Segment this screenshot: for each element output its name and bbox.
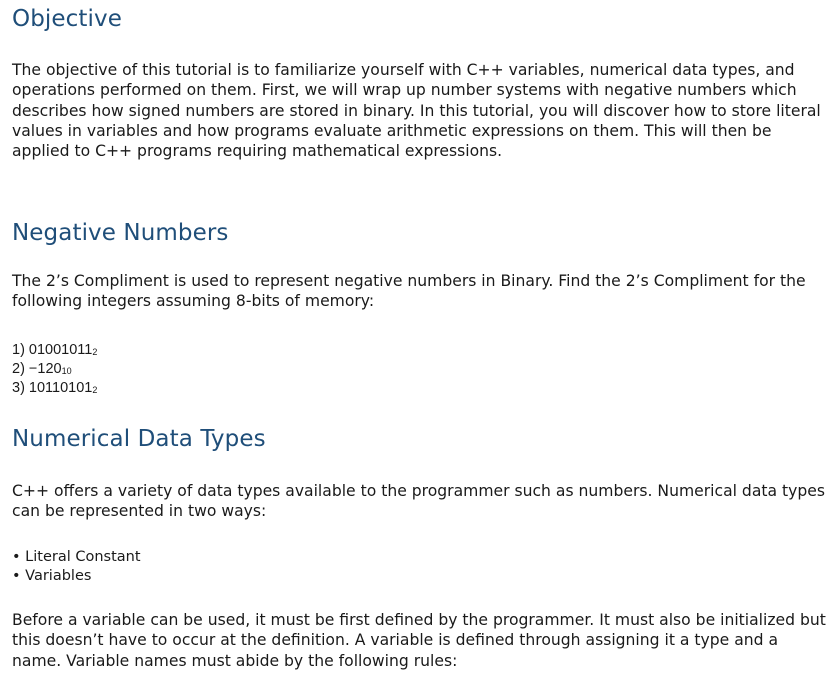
paragraph-variable-rules: Before a variable can be used, it must be first defined by the programmer. It must also be initialized but this doesn’t have to occur at the definition. A variable is defined through assigning it a type and a name. Variable names must abide by the following rules: — [12, 611, 826, 670]
base-subscript: 2 — [92, 385, 98, 395]
exercise-list — [12, 342, 97, 399]
exercise-label: 2) −120 — [12, 361, 62, 377]
base-subscript: 10 — [61, 366, 72, 376]
list-item: • Literal Constant — [12, 549, 141, 565]
exercise-label: 1) 01001011 — [12, 342, 93, 358]
heading-numerical-data-types: Numerical Data Types — [12, 426, 266, 452]
base-subscript: 2 — [92, 347, 98, 357]
paragraph-negative-numbers: The 2’s Compliment is used to represent negative numbers in Binary. Find the 2’s Compliment for the following integers assuming 8-bits of memory: — [12, 272, 806, 311]
exercise-label: 3) 10110101 — [12, 380, 93, 396]
list-item — [12, 380, 97, 399]
data-type-bullet-list — [12, 548, 141, 585]
list-item — [12, 361, 97, 380]
heading-objective: Objective — [12, 6, 122, 32]
paragraph-numerical-data-types: C++ offers a variety of data types available to the programmer such as numbers. Numerical data types can be represented in two ways: — [12, 482, 825, 521]
paragraph-objective: The objective of this tutorial is to familiarize yourself with C++ variables, numerical data types, and operations performed on them. First, we will wrap up number systems with negative numbers which describes how signed numbers are stored in binary. In this tutorial, you will discover how to store literal values in variables and how programs evaluate arithmetic expressions on them. This will then be applied to C++ programs requiring mathematical expressions. — [12, 61, 821, 161]
list-item — [12, 342, 97, 361]
heading-negative-numbers: Negative Numbers — [12, 220, 229, 246]
list-item: • Variables — [12, 567, 92, 584]
